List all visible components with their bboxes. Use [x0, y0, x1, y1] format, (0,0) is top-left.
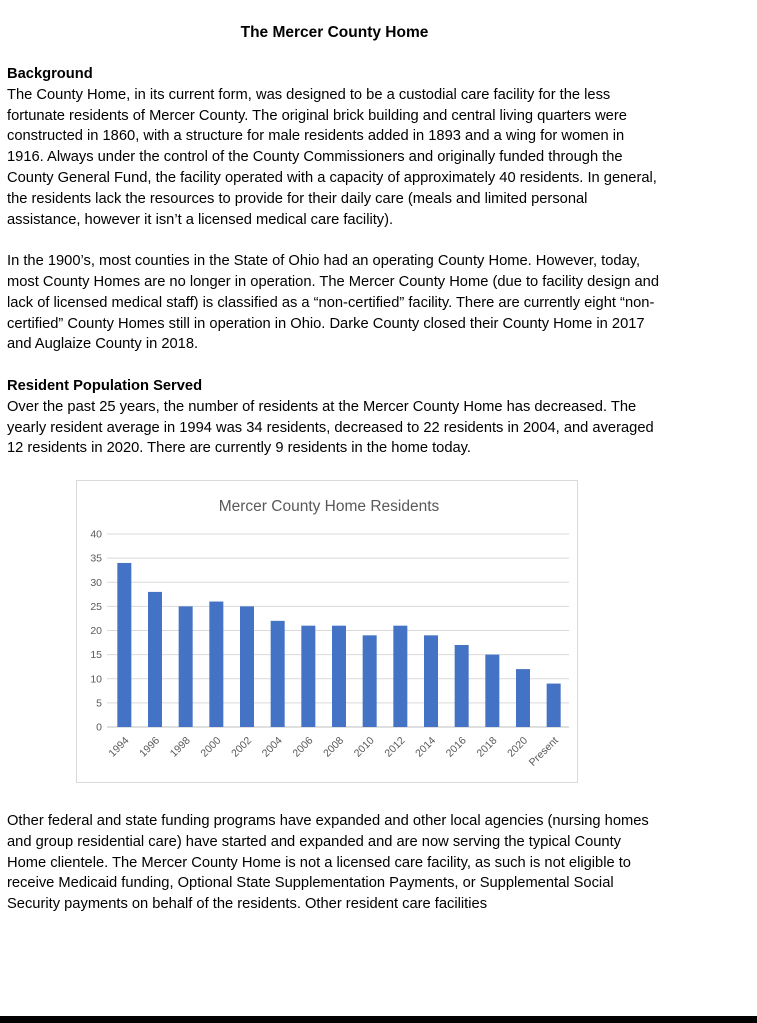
bar-2020 — [516, 669, 530, 727]
bar-2000 — [209, 601, 223, 726]
svg-text:Present: Present — [526, 734, 561, 769]
bar-2012 — [393, 626, 407, 727]
svg-text:2018: 2018 — [474, 734, 500, 760]
svg-text:2002: 2002 — [229, 734, 255, 760]
svg-text:35: 35 — [90, 552, 102, 565]
svg-text:2020: 2020 — [505, 734, 531, 760]
document-title: The Mercer County Home — [240, 24, 429, 41]
bar-2006 — [301, 626, 315, 727]
bar-2008 — [332, 626, 346, 727]
chart-title: Mercer County Home Residents — [218, 497, 440, 515]
svg-text:2012: 2012 — [382, 734, 408, 760]
svg-text:20: 20 — [90, 624, 102, 637]
section-heading-resident-population: Resident Population Served — [7, 377, 203, 394]
resident-population-paragraph: Over the past 25 years, the number of residents at the Mercer County Home has decreased. The yearly resident average in 1994 was 34 residents, decreased to 22 residents in 2004, and averaged 12 residents in 2020. There are currently 9 residents in the home today. — [7, 398, 654, 457]
section-heading-background: Background — [7, 66, 93, 82]
chart-x-axis-labels — [106, 734, 560, 768]
svg-text:2014: 2014 — [413, 734, 439, 760]
svg-text:1996: 1996 — [137, 734, 163, 760]
background-paragraph-1: The County Home, in its current form, was designed to be a custodial care facility for the less fortunate residents of Mercer County. The original brick building and central living quarters were constructed in 1860, with a structure for male residents added in 1893 and a wing for women in 1916. Always under the control of the County Commissioners and originally funded through the County General Fund, the facility operated with a capacity of approximately 40 residents. In general, the residents lack the resources to provide for their daily care (meals and limited personal assistance, however it isn’t a licensed medical care facility). — [7, 86, 657, 228]
bar-2014 — [424, 635, 438, 727]
svg-text:2000: 2000 — [198, 734, 224, 760]
bar-1998 — [179, 606, 193, 727]
bar-2018 — [485, 655, 499, 727]
svg-text:25: 25 — [90, 600, 102, 613]
svg-text:2010: 2010 — [351, 734, 377, 760]
bar-1994 — [117, 563, 131, 727]
chart-bars — [117, 563, 560, 727]
svg-text:2008: 2008 — [321, 734, 347, 760]
bar-2004 — [271, 621, 285, 727]
chart-y-axis-labels — [90, 528, 102, 733]
bar-present — [547, 684, 561, 727]
svg-text:2006: 2006 — [290, 734, 316, 760]
svg-text:0: 0 — [96, 721, 102, 734]
bar-2010 — [363, 635, 377, 727]
svg-text:30: 30 — [90, 576, 102, 589]
residents-bar-chart — [76, 480, 578, 783]
svg-text:5: 5 — [96, 697, 102, 710]
background-paragraph-2: In the 1900’s, most counties in the State of Ohio had an operating County Home. However, today, most County Homes are no longer in operation. The Mercer County Home (due to facility design and lack of licensed medical staff) is classified as a “non-certified” facility. There are currently eight “non-certified” County Homes still in operation in Ohio. Darke County closed their County Home in 2017 and Auglaize County in 2018. — [7, 253, 660, 353]
bar-1996 — [148, 592, 162, 727]
svg-text:40: 40 — [90, 528, 102, 541]
bar-2002 — [240, 606, 254, 727]
bar-2016 — [455, 645, 469, 727]
svg-text:2016: 2016 — [443, 734, 469, 760]
svg-text:1998: 1998 — [167, 734, 193, 760]
bottom-edge-bar — [0, 1016, 757, 1023]
svg-text:1994: 1994 — [106, 734, 132, 760]
svg-text:15: 15 — [90, 649, 102, 662]
svg-text:10: 10 — [90, 673, 102, 686]
document-content — [7, 22, 662, 915]
residents-chart-svg — [77, 481, 577, 782]
svg-text:2004: 2004 — [259, 734, 285, 760]
closing-paragraph: Other federal and state funding programs have expanded and other local agencies (nursing homes and group residential care) have started and expanded and are now serving the typical County Home clientele. The Mercer County Home is not a licensed care facility, as such is not eligible to receive Medicaid funding, Optional State Supplementation Payments, or Supplemental Social Security payments on behalf of the residents. Other resident care facilities — [7, 812, 649, 913]
